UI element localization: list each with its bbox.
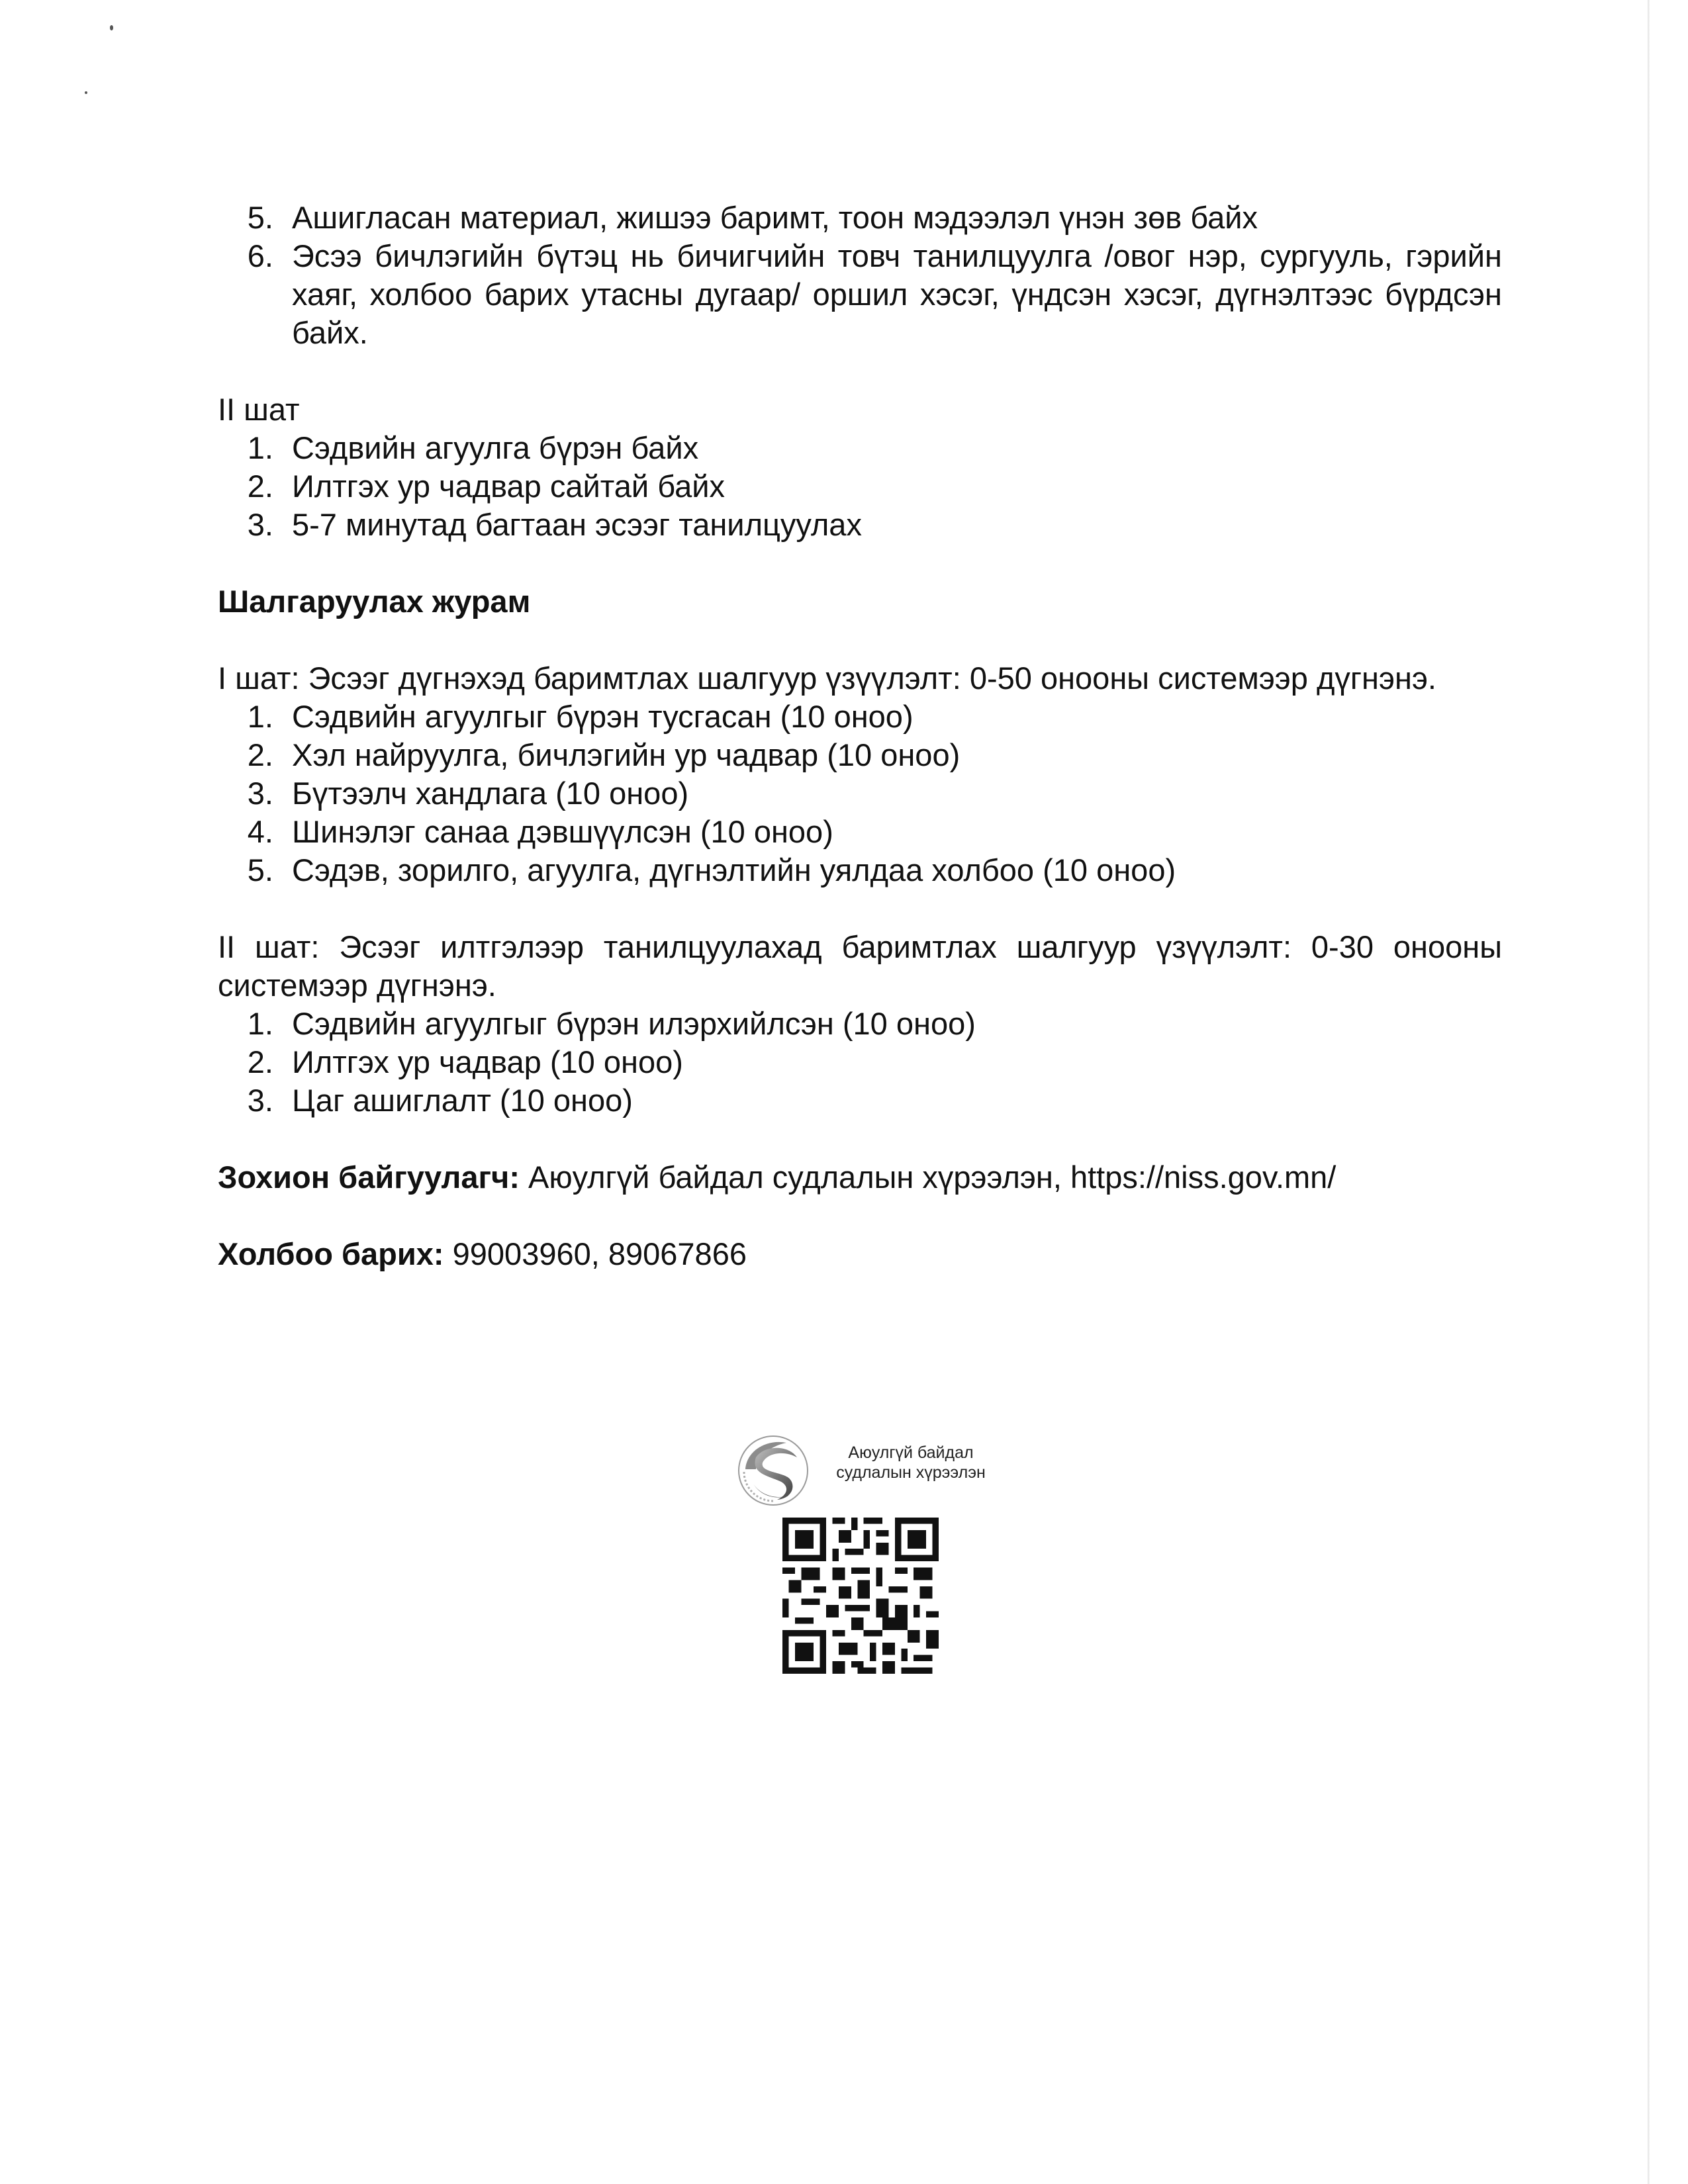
- list-item: [218, 237, 1502, 352]
- qr-code-icon: [782, 1518, 939, 1674]
- list-item: [218, 429, 1502, 467]
- spacer: [218, 544, 1502, 582]
- organizer-line: [218, 1158, 1502, 1197]
- contact-value: 99003960, 89067866: [444, 1236, 747, 1271]
- scan-speck: [110, 25, 113, 30]
- list-text: Сэдвийн агуулгыг бүрэн тусгасан (10 оноо): [292, 699, 914, 734]
- list-text: Илтгэх ур чадвар (10 оноо): [292, 1044, 683, 1079]
- list-text: Бүтээлч хандлага (10 оноо): [292, 776, 689, 811]
- contact-line: [218, 1235, 1502, 1273]
- list-item: [218, 1005, 1502, 1043]
- list-number: 1.: [247, 430, 273, 465]
- list-number: 1.: [247, 1006, 273, 1041]
- logo-line1: Аюулгүй байдал: [848, 1443, 974, 1462]
- organizer-value: Аюулгүй байдал судлалын хүрээлэн, https://niss.gov.mn/: [519, 1160, 1336, 1195]
- list-item: [218, 698, 1502, 736]
- stage2-heading: II шат: [218, 392, 300, 427]
- requirements-list: [218, 199, 1502, 352]
- list-number: 2.: [247, 469, 273, 504]
- list-text: Илтгэх ур чадвар сайтай байх: [292, 469, 725, 504]
- list-text: Ашигласан материал, жишээ баримт, тоон мэдээлэл үнэн зөв байх: [292, 200, 1258, 235]
- organizer-label: Зохион байгуулагч:: [218, 1160, 520, 1195]
- stage2-intro: II шат: Эсээг илтгэлээр танилцуулахад баримтлах шалгуур үзүүлэлт: 0-30 онооны системээр дүгнэнэ.: [218, 929, 1502, 1003]
- list-text: 5-7 минутад багтаан эсээг танилцуулах: [292, 507, 862, 542]
- niss-logo-icon: [733, 1431, 813, 1510]
- list-number: 4.: [247, 814, 273, 849]
- list-item: [218, 851, 1502, 889]
- list-item: [218, 736, 1502, 774]
- list-item: [218, 1043, 1502, 1081]
- logo-caption: [825, 1443, 997, 1482]
- logo-line2: судлалын хүрээлэн: [836, 1463, 986, 1482]
- spacer: [218, 621, 1502, 659]
- institute-logo: [733, 1431, 1011, 1517]
- list-text: Сэдвийн агуулгыг бүрэн илэрхийлсэн (10 оноо): [292, 1006, 976, 1041]
- spacer: [218, 1197, 1502, 1235]
- list-item: [218, 774, 1502, 813]
- spacer: [218, 1120, 1502, 1158]
- list-item: [218, 467, 1502, 506]
- list-number: 2.: [247, 737, 273, 772]
- list-text: Цаг ашиглалт (10 оноо): [292, 1083, 633, 1118]
- list-item: [218, 813, 1502, 851]
- stage1-criteria-list: [218, 698, 1502, 889]
- list-text: Сэдэв, зорилго, агуулга, дүгнэлтийн уялдаа холбоо (10 оноо): [292, 852, 1176, 887]
- list-number: 3.: [247, 507, 273, 542]
- stage1-intro: I шат: Эсээг дүгнэхэд баримтлах шалгуур үзүүлэлт: 0-50 онооны системээр дүгнэнэ.: [218, 660, 1436, 696]
- list-number: 6.: [247, 238, 273, 273]
- document-body: [218, 199, 1502, 1273]
- list-text: Сэдвийн агуулга бүрэн байх: [292, 430, 699, 465]
- list-number: 3.: [247, 1083, 273, 1118]
- spacer: [218, 352, 1502, 390]
- list-text: Шинэлэг санаа дэвшүүлсэн (10 оноо): [292, 814, 833, 849]
- list-item: [218, 1081, 1502, 1120]
- list-item: [218, 199, 1502, 237]
- stage2-list: [218, 429, 1502, 544]
- list-number: 2.: [247, 1044, 273, 1079]
- list-text: Хэл найруулга, бичлэгийн ур чадвар (10 оноо): [292, 737, 961, 772]
- list-number: 5.: [247, 852, 273, 887]
- contact-label: Холбоо барих:: [218, 1236, 444, 1271]
- list-number: 1.: [247, 699, 273, 734]
- scan-speck: [85, 91, 87, 94]
- section-heading: Шалгаруулах журам: [218, 584, 531, 619]
- spacer: [218, 889, 1502, 928]
- list-text: Эсээ бичлэгийн бүтэц нь бичигчийн товч танилцуулга /овог нэр, сургууль, гэрийн хаяг, холбоо барих утасны дугаар/ оршил хэсэг, үндсэн хэсэг, дүгнэлтээс бүрдсэн байх.: [292, 238, 1502, 350]
- page-edge: [1648, 0, 1650, 2184]
- list-item: [218, 506, 1502, 544]
- list-number: 5.: [247, 200, 273, 235]
- stage2-criteria-list: [218, 1005, 1502, 1120]
- list-number: 3.: [247, 776, 273, 811]
